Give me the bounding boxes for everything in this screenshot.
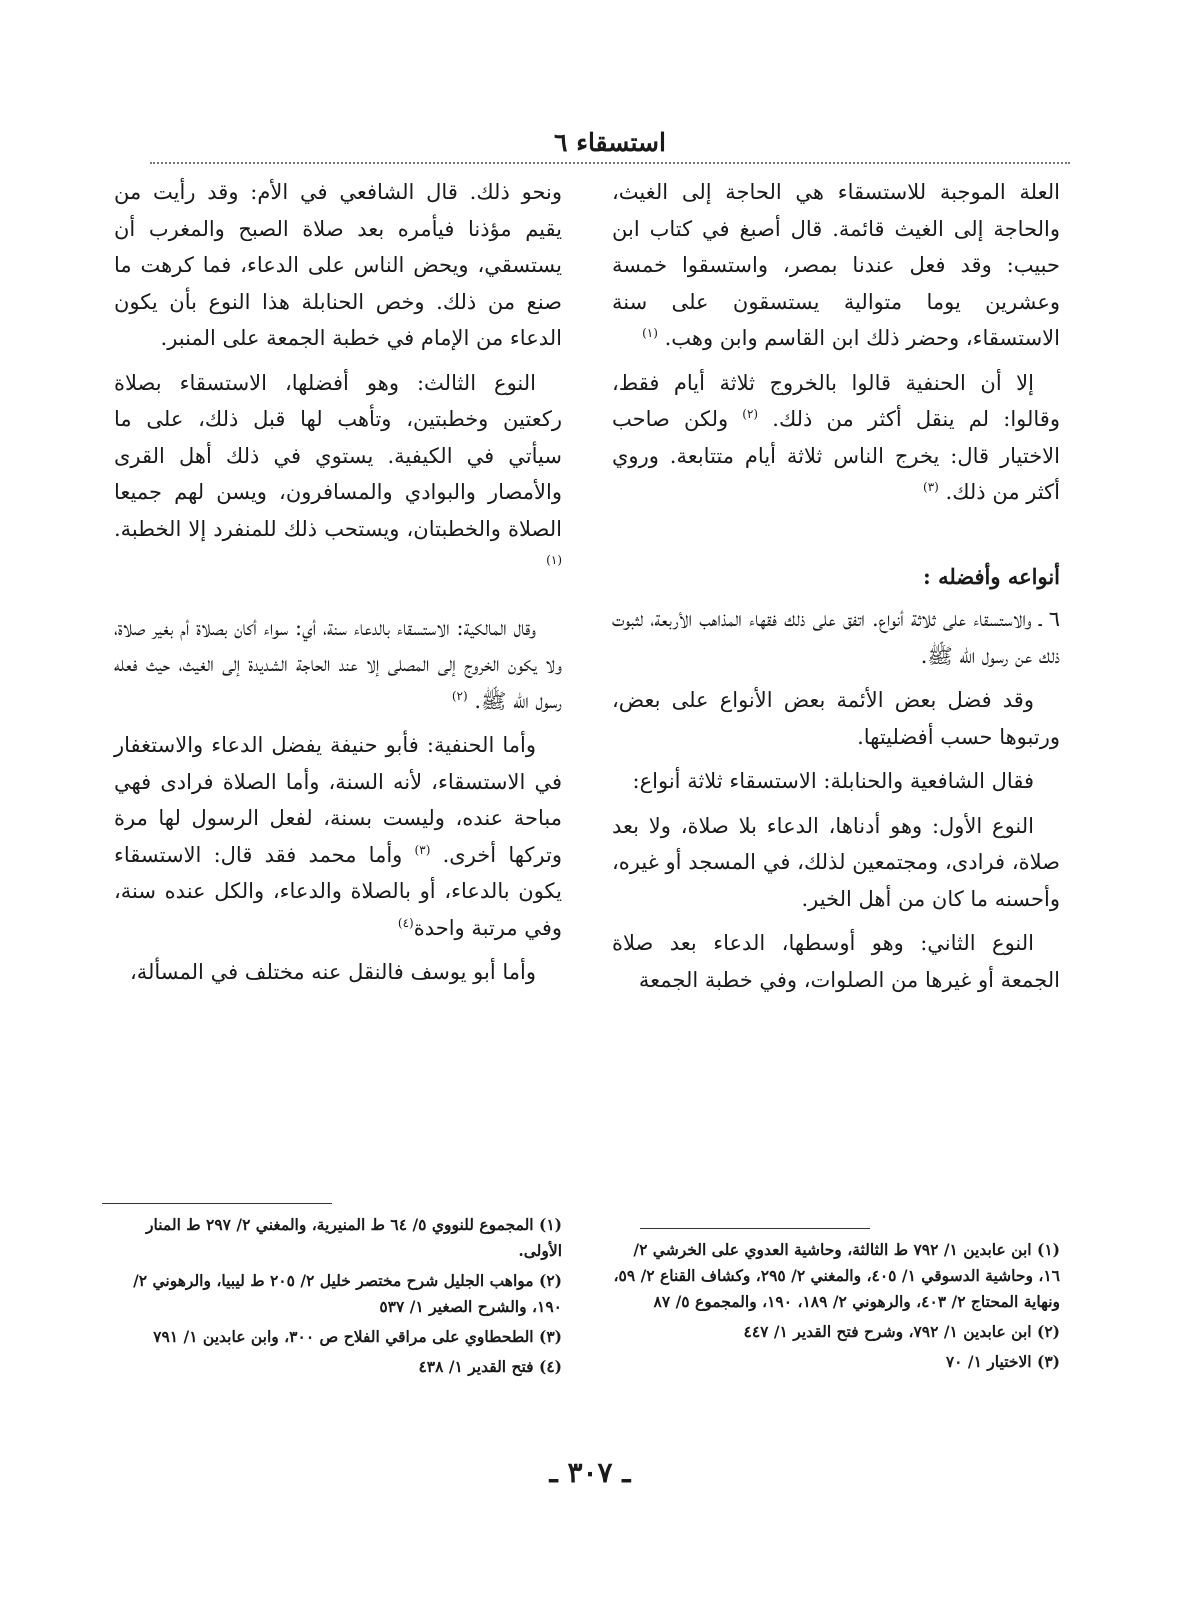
paragraph: النوع الأول: وهو أدناها، الدعاء بلا صلاة، ولا بعد صلاة، فرادى، ومجتمعين لذلك، في المسجد أو غيره، وأحسنه ما كان من أهل الخير.: [612, 813, 1060, 911]
footnote-ref: (٣): [923, 480, 939, 494]
right-column: [612, 174, 1060, 1006]
section-heading: أنواعه وأفضله :: [923, 563, 1060, 589]
footnote-ref: (٣): [414, 842, 431, 857]
page-number: ـ ٣٠٧ ـ: [549, 1456, 631, 1489]
footnote: (٢) ابن عابدين ١/ ٧٩٢، وشرح فتح القدير ١/ ٤٤٧: [743, 1322, 1060, 1341]
left-column: [114, 174, 562, 999]
paragraph-text: العلة الموجبة للاستسقاء هي الحاجة إلى الغيث، والحاجة إلى الغيث قائمة. قال أصبغ في كتاب ابن حبيب: وقد فعل عندنا بمصر، واستسقوا خمسة وعشرين يوما متوالية يستسقون على سنة الاستسقاء، وحضر ذلك ابن القاسم وابن وهب.: [612, 180, 1060, 350]
paragraph-text: ولكن صاحب الاختيار قال: يخرج الناس ثلاثة أيام متتابعة. وروي أكثر من ذلك.: [612, 407, 1060, 504]
footnotes-left: [114, 1203, 562, 1384]
footnote: (١) المجموع للنووي ٥/ ٦٤ ط المنيرية، والمغني ٢/ ٢٩٧ ط المنار الأولى.: [146, 1215, 562, 1260]
paragraph: [114, 610, 562, 720]
page-title: استسقاء ٦: [554, 128, 666, 157]
footnote-divider: [640, 1228, 870, 1229]
running-header: [150, 124, 1070, 164]
paragraph: النوع الثاني: وهو أوسطها، الدعاء بعد صلاة الجمعة أو غيرها من الصلوات، وفي خطبة الجمعة: [612, 931, 1060, 992]
paragraph: [114, 727, 562, 946]
footnotes-right: [612, 1228, 1060, 1379]
footnote-ref: (٤): [397, 915, 414, 930]
paragraph-text: النوع الثالث: وهو أفضلها، الاستسقاء بصلاة ركعتين وخطبتين، وتأهب لها قبل ذلك، على ما سيأتي في الكيفية. يستوي في ذلك أهل القرى والأمصار والبوادي والمسافرون، ويسن لهم جميعا الصلاة والخطبتان، ويستحب ذلك للمنفرد إلا الخطبة.: [114, 370, 562, 541]
paragraph-text: وقال المالكية: الاستسقاء بالدعاء سنة، أي: سواء أكان بصلاة أم بغير صلاة، ولا يكون الخروج إلى المصلى إلا عند الحاجة الشديدة إلى الغيث، حيث فعله رسول الله ﷺ.: [114, 615, 562, 713]
footnote-divider: [102, 1203, 332, 1204]
footnote-ref: (١): [642, 326, 658, 340]
paragraph: [114, 174, 562, 357]
footnote-ref: (٢): [742, 407, 759, 421]
paragraph: [612, 174, 1060, 357]
footnote: (٢) مواهب الجليل شرح مختصر خليل ٢/ ٢٠٥ ط ليبيا، والرهوني ٢/ ١٩٠، والشرح الصغير ١/ ٥٣٧: [133, 1271, 562, 1316]
paragraph-text: ونحو ذلك. قال الشافعي في الأم: وقد رأيت من يقيم مؤذنا فيأمره بعد صلاة الصبح والمغرب أن يستسقي، ويحض الناس على الدعاء، فما كرهت ما صنع من ذلك. وخص الحنابلة هذا النوع بأن يكون الدعاء من الإمام في خطبة الجمعة على المنبر.: [114, 180, 562, 350]
paragraph-text: وأما الحنفية: فأبو حنيفة يفضل الدعاء والاستغفار في الاستسقاء، لأنه السنة، وأما الصلاة فرادى فهي مباحة عنده، وليست بسنة، لفعل الرسول لها مرة وتركها أخرى.: [114, 733, 562, 867]
paragraph-text: وأما محمد فقد قال: الاستسقاء يكون بالدعاء، أو بالصلاة والدعاء، والكل عنده سنة، وفي مرتبة واحدة: [114, 842, 562, 940]
footnote: (٤) فتح القدير ١/ ٤٣٨: [418, 1357, 562, 1376]
paragraph: ٦ ـ والاستسقاء على ثلاثة أنواع. اتفق على ذلك فقهاء المذاهب الأربعة، لثبوت ذلك عن رسول الله ﷺ.: [612, 607, 1060, 668]
footnote-ref: (٢): [451, 688, 468, 703]
footnote: (١) ابن عابدين ١/ ٧٩٢ ط الثالثة، وحاشية العدوي على الخرشي ٢/ ١٦، وحاشية الدسوقي ١/ ٤٠٥، والمغني ٢/ ٢٩٥، وكشاف القناع ٢/ ٥٩، ونهاية المحتاج ٢/ ٤٠٣، والرهوني ٢/ ١٨٩، ١٩٠، والمجموع ٥/ ٨٧: [613, 1240, 1060, 1311]
paragraph: [114, 365, 562, 584]
paragraph-text: إلا أن الحنفية قالوا بالخروج ثلاثة أيام فقط، وقالوا: لم ينقل أكثر من ذلك.: [612, 370, 1060, 431]
footnote-ref: (١): [546, 553, 562, 567]
footnote: (٣) الاختيار ١/ ٧٠: [945, 1352, 1060, 1371]
paragraph: فقال الشافعية والحنابلة: الاستسقاء ثلاثة أنواع:: [632, 769, 1034, 793]
paragraph: وقد فضل بعض الأئمة بعض الأنواع على بعض، ورتبوها حسب أفضليتها.: [612, 688, 1060, 749]
paragraph: وأما أبو يوسف فالنقل عنه مختلف في المسألة،: [129, 960, 536, 984]
footnote: (٣) الطحطاوي على مراقي الفلاح ص ٣٠٠، وابن عابدين ١/ ٧٩١: [153, 1327, 562, 1346]
paragraph: [612, 365, 1060, 511]
